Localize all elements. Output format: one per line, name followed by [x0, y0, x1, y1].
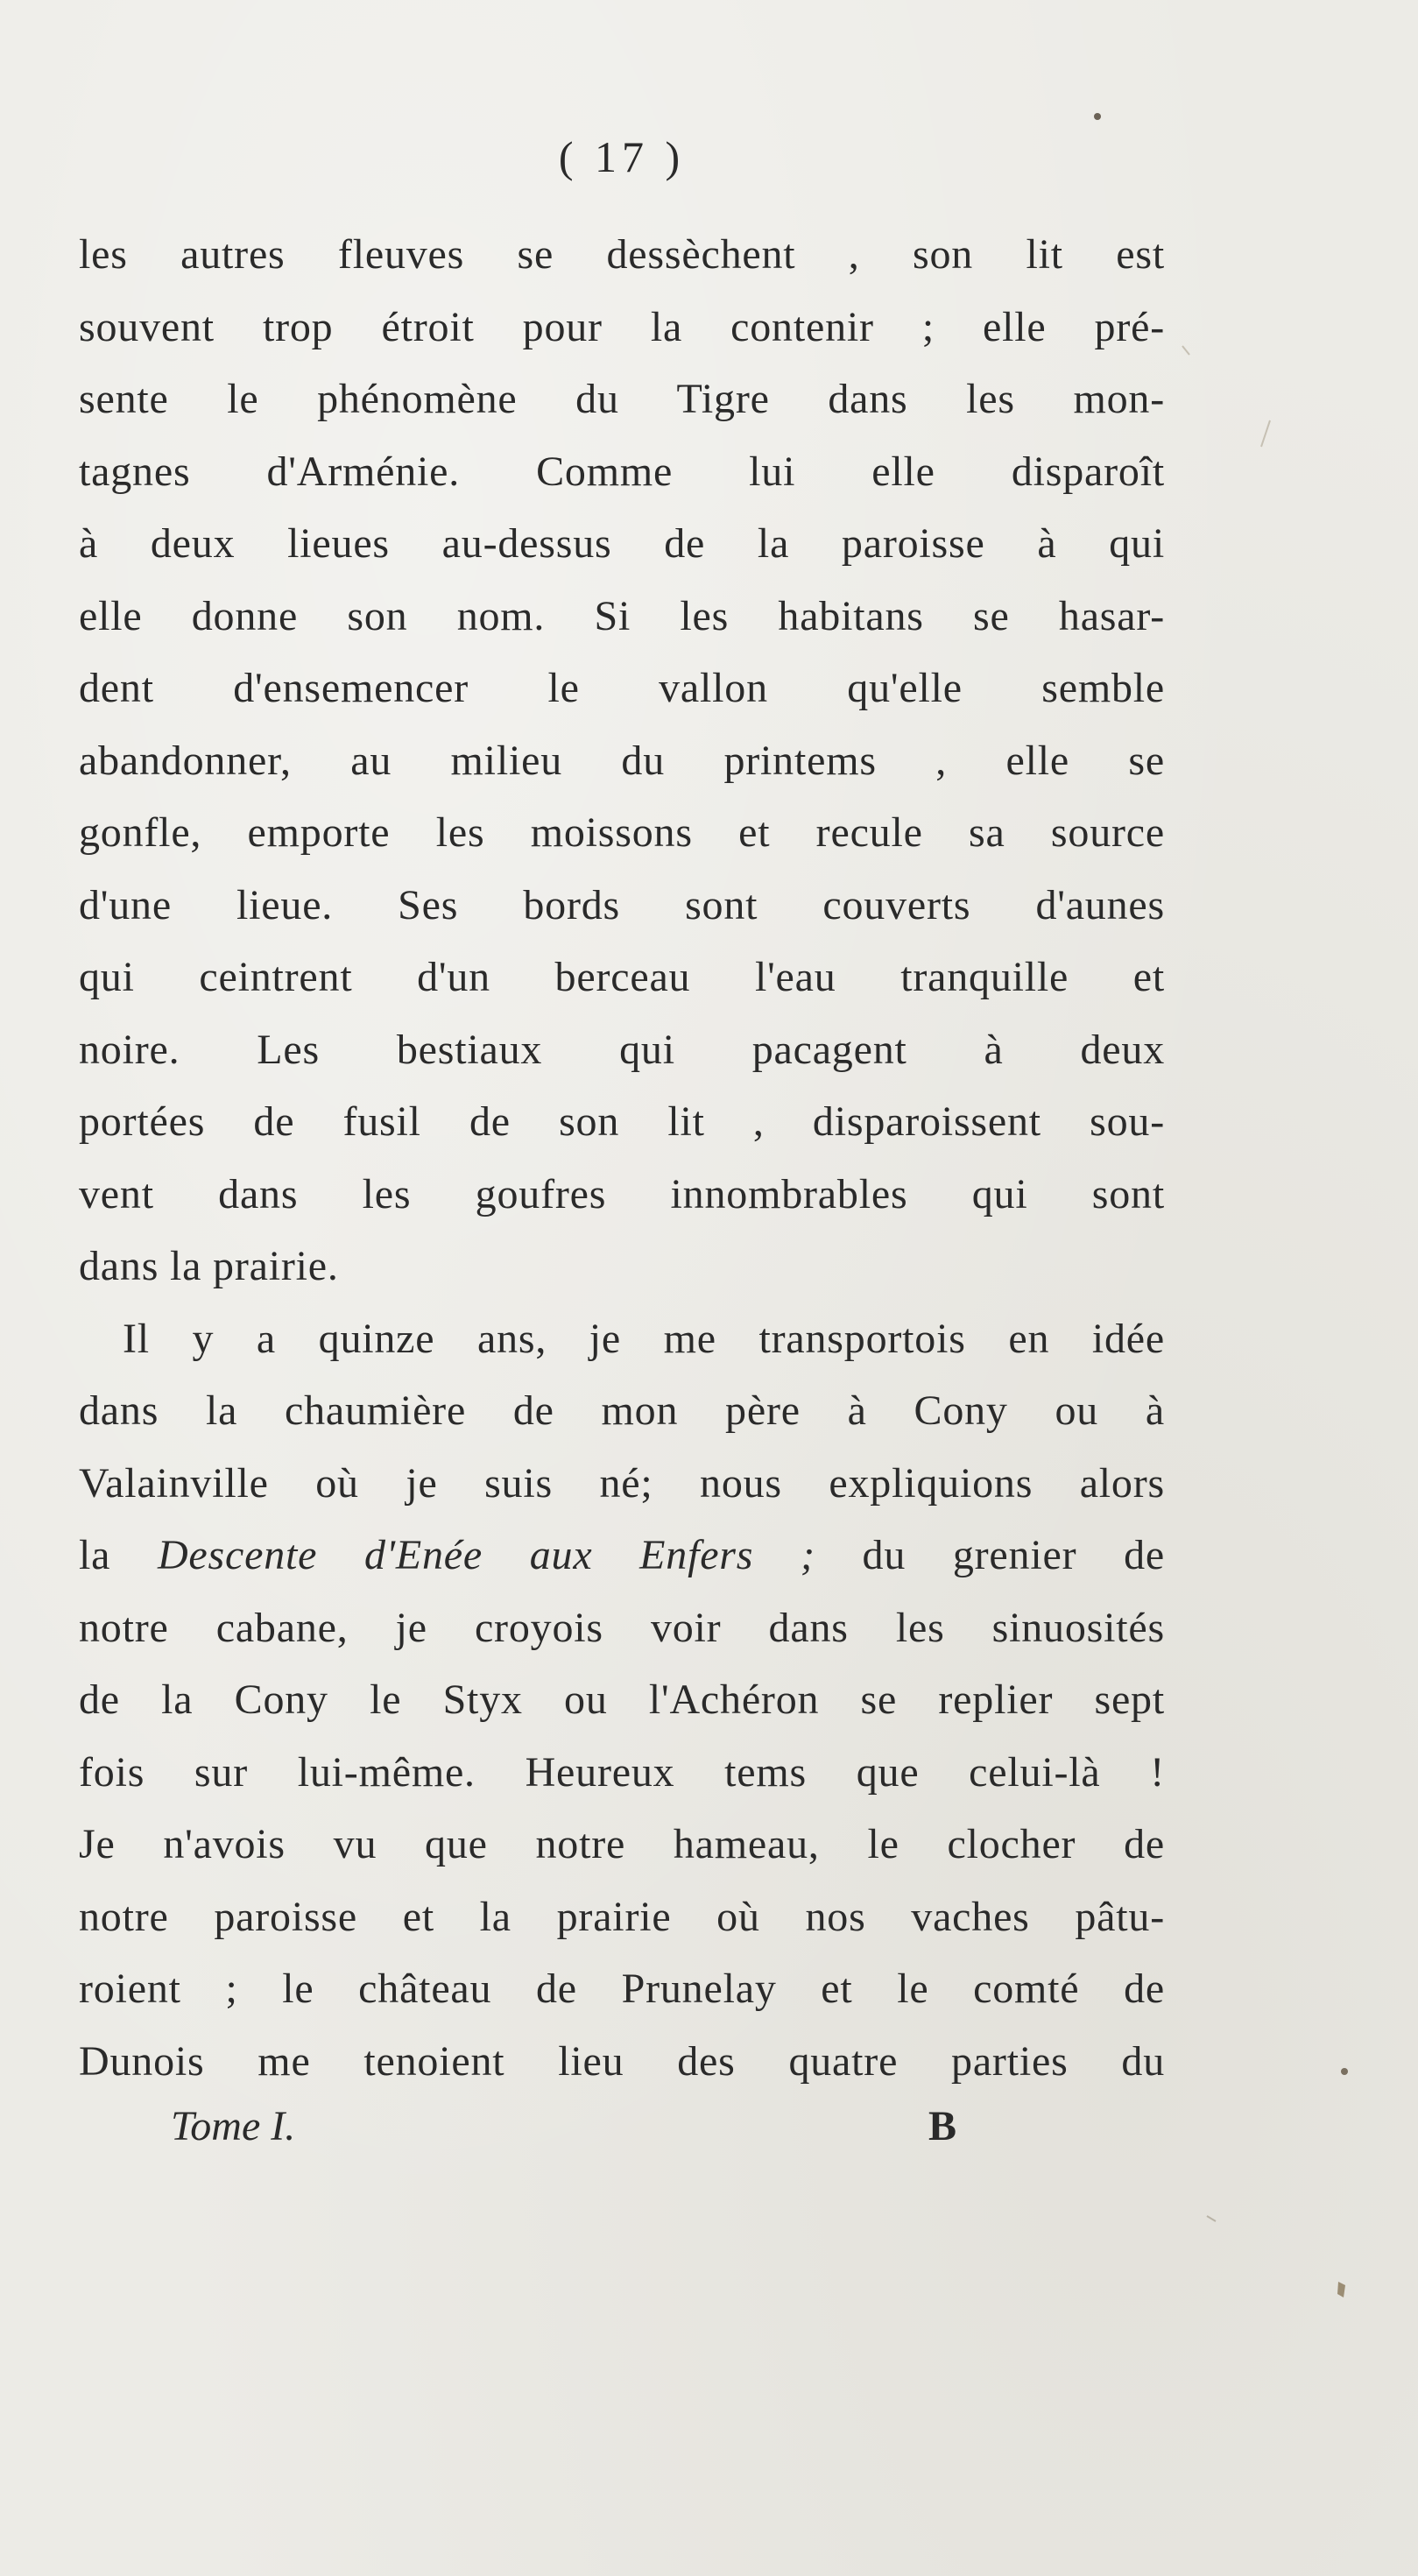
paper-speck	[1261, 420, 1270, 447]
volume-label: Tome I.	[171, 2103, 296, 2149]
paper-speck	[1182, 346, 1189, 355]
text-line: d'une lieue. Ses bords sont couverts d'aunes	[79, 881, 1165, 928]
text-line: elle donne son nom. Si les habitans se hasar-	[79, 592, 1165, 639]
text-line: qui ceintrent d'un berceau l'eau tranquille et	[79, 954, 1165, 1000]
text-line: roient ; le château de Prunelay et le comté de	[79, 1966, 1165, 2012]
text-fragment: la	[79, 1532, 158, 1578]
text-line: Dunois me tenoient lieu des quatre parties du	[79, 2037, 1165, 2085]
text-line: noire. Les bestiaux qui pacagent à deux	[79, 1026, 1165, 1073]
text-line: fois sur lui-même. Heureux tems que celui-là !	[79, 1748, 1165, 1796]
paper-speck	[1337, 2282, 1345, 2297]
text-line: Valainville où je suis né; nous expliquions alors	[79, 1459, 1165, 1507]
italic-title: Descente d'Enée aux Enfers ;	[157, 1532, 815, 1578]
text-line: tagnes d'Arménie. Comme lui elle disparoît	[79, 448, 1165, 495]
text-line: notre cabane, je croyois voir dans les sinuosités	[79, 1604, 1165, 1651]
text-line: sente le phénomène du Tigre dans les mon-	[79, 376, 1165, 422]
text-line: dans la prairie.	[79, 1243, 339, 1289]
text-line: dent d'ensemencer le vallon qu'elle semble	[79, 665, 1165, 711]
text-line: Il y a quinze ans, je me transportois en idée	[123, 1315, 1165, 1362]
text-line: Je n'avois vu que notre hameau, le clocher de	[79, 1821, 1165, 1867]
text-line: abandonner, au milieu du printems , elle se	[79, 737, 1165, 784]
text-line: portées de fusil de son lit , disparoissent sou-	[79, 1098, 1165, 1145]
paper-speck	[1341, 2068, 1348, 2075]
text-line: vent dans les goufres innombrables qui sont	[79, 1170, 1165, 1217]
paragraph-2	[79, 1303, 1165, 2099]
paper-speck	[1207, 2216, 1216, 2221]
text-line: gonfle, emporte les moissons et recule sa source	[79, 809, 1165, 856]
paragraph-1	[79, 219, 1165, 1303]
text-fragment: du grenier de	[815, 1532, 1165, 1578]
text-line: souvent trop étroit pour la contenir ; elle pré-	[79, 303, 1165, 350]
text-line-with-italic	[79, 1520, 1165, 1592]
book-page	[79, 131, 1165, 2198]
page-footer	[79, 2102, 1165, 2172]
text-line: de la Cony le Styx ou l'Achéron se replier sept	[79, 1676, 1165, 1723]
page-number: ( 17 )	[558, 132, 686, 181]
paper-speck	[1094, 113, 1101, 120]
signature-mark: B	[928, 2103, 957, 2149]
text-line: notre paroisse et la prairie où nos vaches pâtu-	[79, 1893, 1165, 1940]
text-line: à deux lieues au-dessus de la paroisse à qui	[79, 520, 1165, 567]
body-text	[79, 219, 1165, 2098]
text-line: les autres fleuves se dessèchent , son lit est	[79, 231, 1165, 278]
text-line: dans la chaumière de mon père à Cony ou à	[79, 1387, 1165, 1434]
